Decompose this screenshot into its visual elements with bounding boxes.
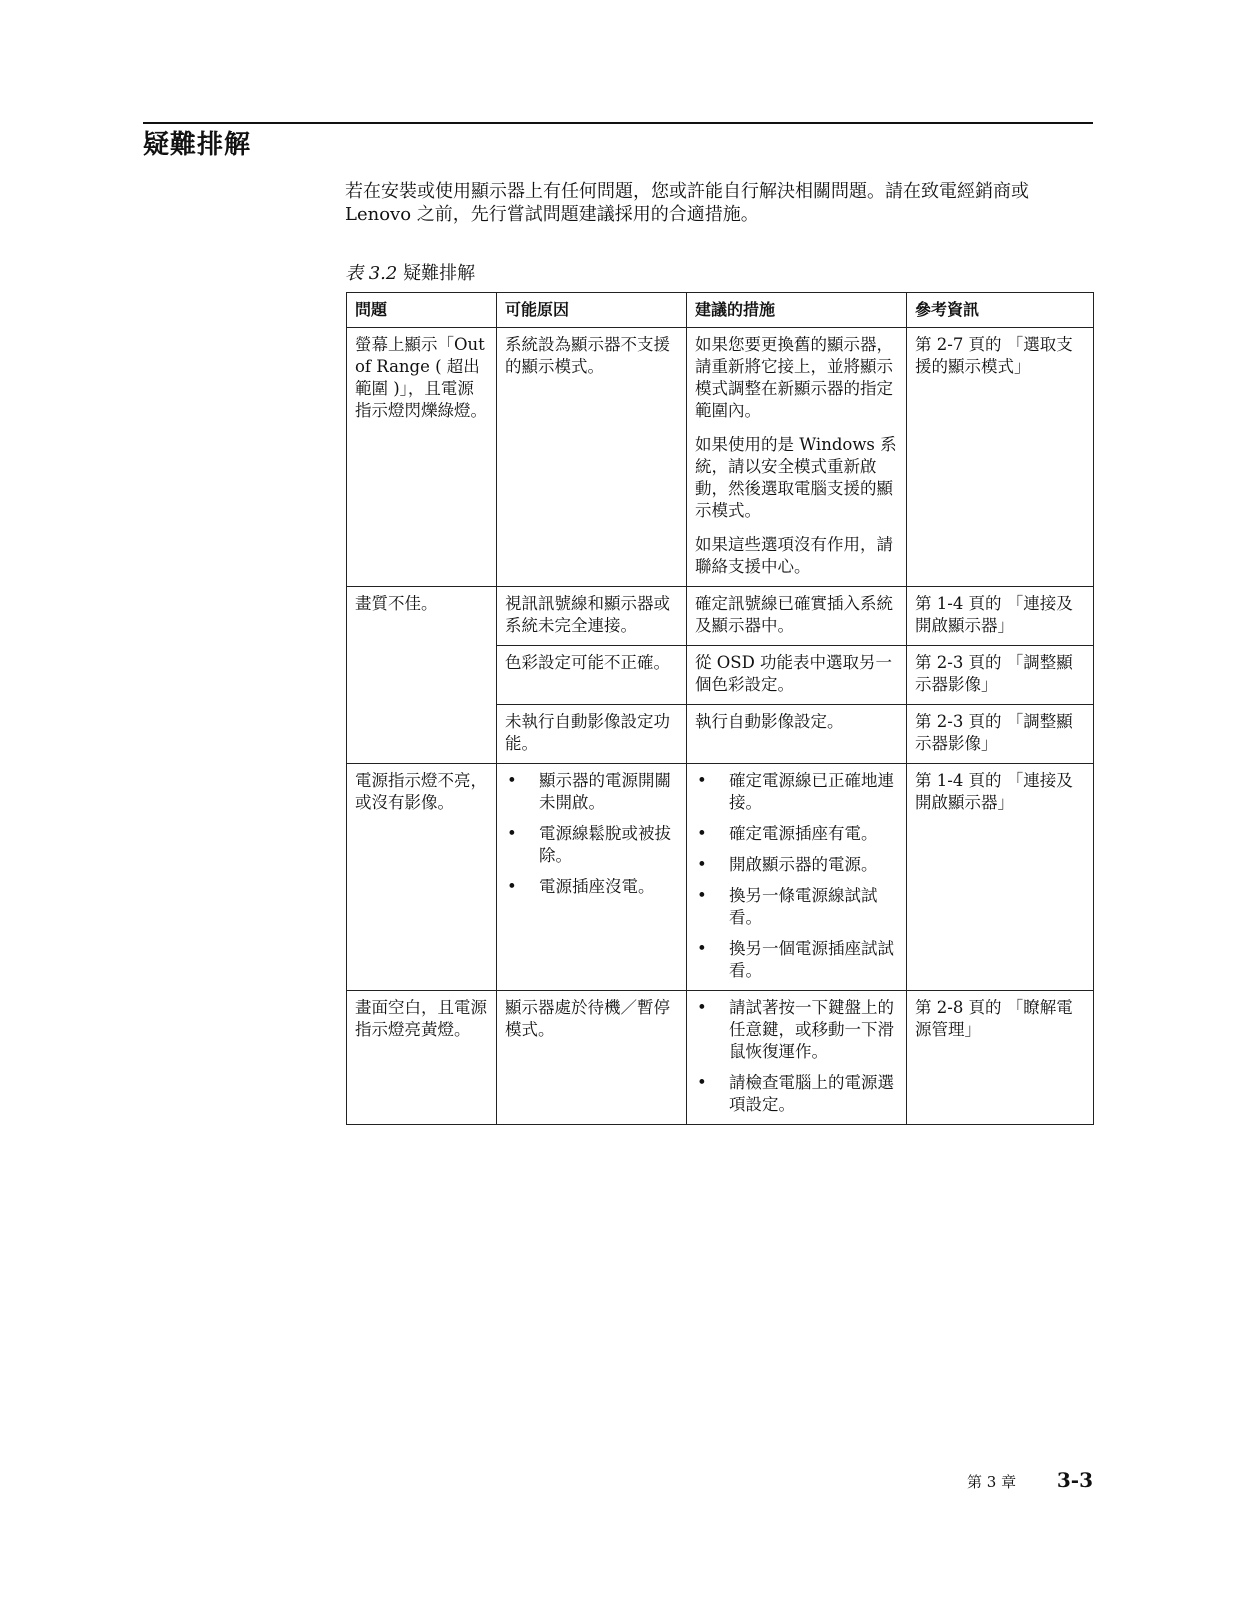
action-bullet: • 請試著按一下鍵盤上的任意鍵，或移動一下滑鼠恢復運作。 xyxy=(695,997,898,1063)
page-number: 3-3 xyxy=(1056,1468,1093,1492)
cause-cell xyxy=(497,764,687,991)
intro-paragraph: 若在安裝或使用顯示器上有任何問題，您或許能自行解決相關問題。請在致電經銷商或 Lenovo 之前，先行嘗試問題建議採用的合適措施。 xyxy=(345,181,1029,225)
table-header-row xyxy=(347,293,1094,328)
reference-cell: 第 2-7 頁的 「選取支援的顯示模式」 xyxy=(907,328,1094,587)
reference-cell: 第 1-4 頁的 「連接及開啟顯示器」 xyxy=(907,587,1094,646)
action-bullet: • 換另一個電源插座試試看。 xyxy=(695,938,898,982)
cause-cell: 未執行自動影像設定功能。 xyxy=(497,705,687,764)
troubleshooting-table xyxy=(346,292,1094,1125)
table-row xyxy=(347,991,1094,1125)
table-row xyxy=(347,328,1094,587)
header-cause: 可能原因 xyxy=(497,293,687,328)
cause-cell: 系統設為顯示器不支援的顯示模式。 xyxy=(497,328,687,587)
header-problem: 問題 xyxy=(347,293,497,328)
action-bullet: • 開啟顯示器的電源。 xyxy=(695,854,898,876)
action-bullet: • 請檢查電腦上的電源選項設定。 xyxy=(695,1072,898,1116)
cause-bullet: • 電源線鬆脫或被拔除。 xyxy=(505,823,678,867)
action-bullet: • 換另一條電源線試試看。 xyxy=(695,885,898,929)
chapter-label: 第 3 章 xyxy=(966,1473,1017,1491)
action-bullet: • 確定電源插座有電。 xyxy=(695,823,898,845)
problem-cell: 電源指示燈不亮，或沒有影像。 xyxy=(347,764,497,991)
reference-cell: 第 2-3 頁的 「調整顯示器影像」 xyxy=(907,705,1094,764)
header-action: 建議的措施 xyxy=(687,293,907,328)
reference-cell: 第 1-4 頁的 「連接及開啟顯示器」 xyxy=(907,764,1094,991)
reference-cell: 第 2-8 頁的 「瞭解電源管理」 xyxy=(907,991,1094,1125)
problem-cell: 畫質不佳。 xyxy=(347,587,497,764)
action-text: 如果您要更換舊的顯示器，請重新將它接上，並將顯示模式調整在新顯示器的指定範圍內。 xyxy=(695,335,893,420)
action-cell xyxy=(687,328,907,587)
action-bullet: • 確定電源線已正確地連接。 xyxy=(695,770,898,814)
action-text: 如果使用的是 Windows 系統，請以安全模式重新啟動，然後選取電腦支援的顯示模式。 xyxy=(695,435,897,520)
action-cell xyxy=(687,764,907,991)
cause-cell: 顯示器處於待機／暫停模式。 xyxy=(497,991,687,1125)
cause-bullet: • 電源插座沒電。 xyxy=(505,876,678,898)
table-title: 疑難排解 xyxy=(403,263,476,284)
action-list xyxy=(695,997,898,1116)
table-caption xyxy=(345,259,475,285)
cause-cell: 色彩設定可能不正確。 xyxy=(497,646,687,705)
action-cell: 確定訊號線已確實插入系統及顯示器中。 xyxy=(687,587,907,646)
table-number: 表 3.2 xyxy=(345,263,398,284)
action-text: 如果這些選項沒有作用，請聯絡支援中心。 xyxy=(695,535,893,576)
action-cell: 從 OSD 功能表中選取另一個色彩設定。 xyxy=(687,646,907,705)
table-row xyxy=(347,764,1094,991)
heading-rule xyxy=(143,122,1093,124)
header-reference: 參考資訊 xyxy=(907,293,1094,328)
page-title: 疑難排解 xyxy=(143,130,252,160)
problem-cell: 螢幕上顯示「Out of Range ( 超出範圍 )」，且電源指示燈閃爍綠燈。 xyxy=(347,328,497,587)
problem-cell: 畫面空白，且電源指示燈亮黃燈。 xyxy=(347,991,497,1125)
action-cell: 執行自動影像設定。 xyxy=(687,705,907,764)
cause-cell: 視訊訊號線和顯示器或系統未完全連接。 xyxy=(497,587,687,646)
cause-bullet: • 顯示器的電源開關未開啟。 xyxy=(505,770,678,814)
action-list xyxy=(695,770,898,982)
reference-cell: 第 2-3 頁的 「調整顯示器影像」 xyxy=(907,646,1094,705)
cause-list xyxy=(505,770,678,898)
page-footer xyxy=(967,1468,1093,1492)
table-row xyxy=(347,587,1094,646)
action-cell xyxy=(687,991,907,1125)
